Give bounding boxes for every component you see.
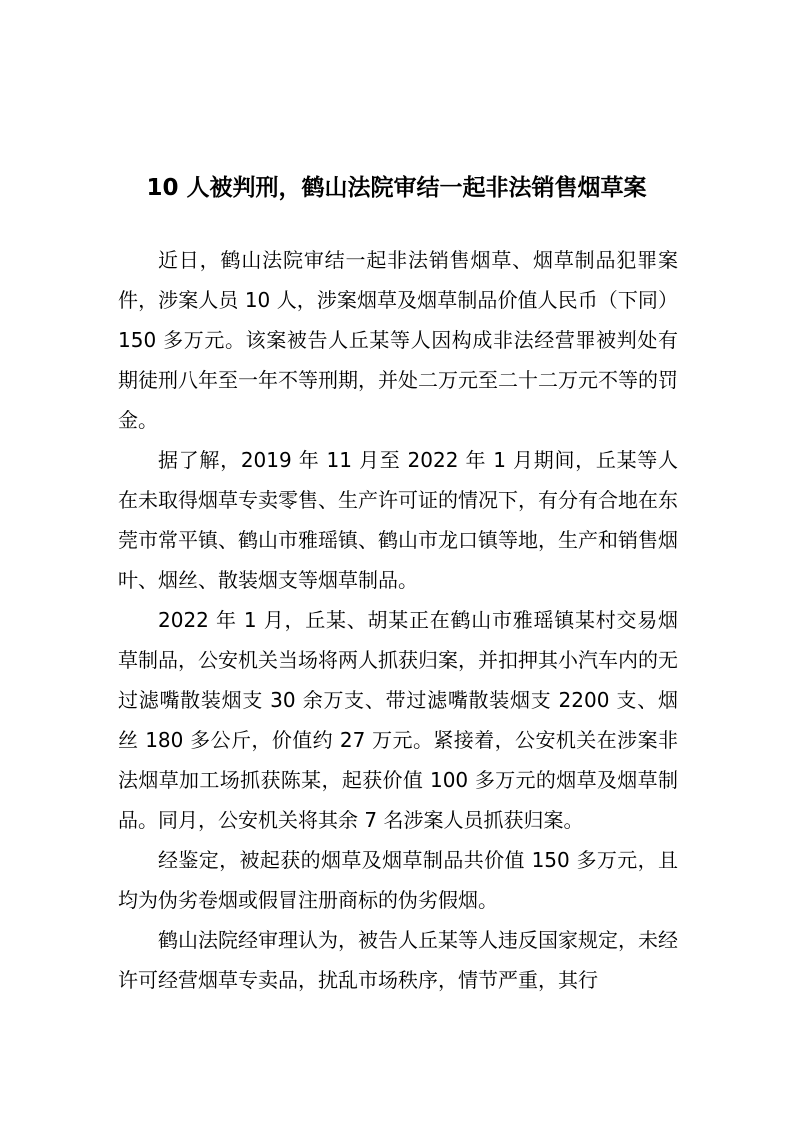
paragraph-5: 鹤山法院经审理认为，被告人丘某等人违反国家规定，未经许可经营烟草专卖品，扰乱市场秩序，情节严重，其行 [118, 928, 678, 992]
paragraph-2: 据了解，2019 年 11 月至 2022 年 1 月期间，丘某等人在未取得烟草专卖零售、生产许可证的情况下，有分有合地在东莞市常平镇、鹤山市雅瑶镇、鹤山市龙口镇等地，生产和销售烟叶、烟丝、散装烟支等烟草制品。 [118, 448, 678, 592]
document-body [118, 240, 678, 1000]
paragraph-1: 近日，鹤山法院审结一起非法销售烟草、烟草制品犯罪案件，涉案人员 10 人，涉案烟草及烟草制品价值人民币（下同）150 多万元。该案被告人丘某等人因构成非法经营罪被判处有期徒刑八年至一年不等刑期，并处二万元至二十二万元不等的罚金。 [118, 248, 678, 432]
paragraph-4: 经鉴定，被起获的烟草及烟草制品共价值 150 多万元，且均为伪劣卷烟或假冒注册商标的伪劣假烟。 [118, 848, 678, 912]
document-title: 10 人被判刑，鹤山法院审结一起非法销售烟草案 [146, 175, 647, 201]
paragraph-3: 2022 年 1 月，丘某、胡某正在鹤山市雅瑶镇某村交易烟草制品，公安机关当场将两人抓获归案，并扣押其小汽车内的无过滤嘴散装烟支 30 余万支、带过滤嘴散装烟支 2200 支、烟丝 180 多公斤，价值约 27 万元。紧接着，公安机关在涉案非法烟草加工场抓获陈某，起获价值 100 多万元的烟草及烟草制品。同月，公安机关将其余 7 名涉案人员抓获归案。 [118, 608, 678, 832]
